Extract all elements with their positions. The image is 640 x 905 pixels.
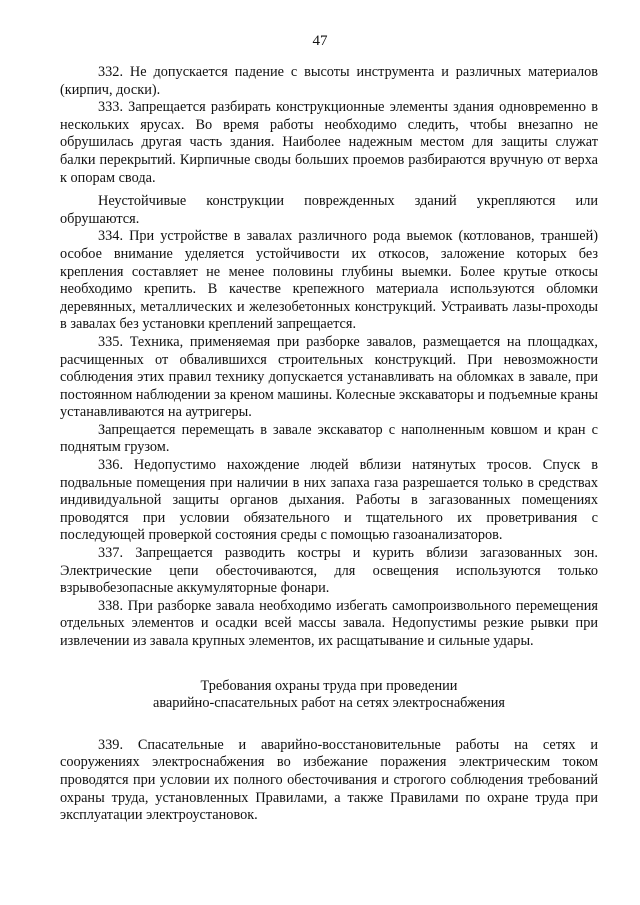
paragraph-337: 337. Запрещается разводить костры и курить вблизи загазованных зон. Электрические цепи обесточиваются, для освещения используются только взрывобезопасные аккумуляторные фонари.: [60, 545, 598, 597]
paragraph-excavator-ban: Запрещается перемещать в завале экскаватор с наполненным ковшом и кран с поднятым грузом.: [60, 421, 598, 456]
paragraph-unstable-structures: Неустойчивые конструкции поврежденных зданий укрепляются или обрушаются.: [60, 193, 598, 227]
paragraph-332: 332. Не допускается падение с высоты инструмента и различных материалов (кирпич, доски).: [60, 64, 598, 98]
section-heading-line-1: Требования охраны труда при проведении: [200, 677, 458, 694]
section-heading: [60, 678, 598, 713]
paragraph-333: 333. Запрещается разбирать конструкционные элементы здания одновременно в нескольких ярусах. Во время работы необходимо следить, чтобы внезапно не обрушилась другая часть здания. Наиболее надежным местом для защиты служат балки перекрытий. Кирпичные своды больших проемов разбираются вручную от верха к опорам свода.: [60, 99, 598, 186]
paragraph-339: 339. Спасательные и аварийно-восстановительные работы на сетях и сооружениях электроснабжения во избежание поражения электрическим током проводятся при условии их полного обесточивания и строгого соблюдения требований охраны труда, установленных Правилами, а также Правилами по охране труда при эксплуатации электроустановок.: [60, 736, 598, 824]
page-number: 47: [312, 33, 328, 49]
document-body: [60, 64, 598, 825]
section-heading-line-2: аварийно-спасательных работ на сетях электроснабжения: [152, 695, 506, 712]
paragraph-335: 335. Техника, применяемая при разборке завалов, размещается на площадках, расчищенных от обвалившихся строительных конструкций. При невозможности соблюдения этих правил технику допускается устанавливать на обломках в завале, при постоянном наблюдении за креном машины. Колесные экскаваторы и подъемные краны устанавливаются на аутригеры.: [60, 333, 598, 421]
paragraph-338: 338. При разборке завала необходимо избегать самопроизвольного перемещения отдельных элементов и осадки всей массы завала. Недопустимы резкие рывки при извлечении из завала крупных элементов, их расщатывание и сильные удары.: [60, 597, 598, 649]
paragraph-334: 334. При устройстве в завалах различного рода выемок (котлованов, траншей) особое внимание уделяется устойчивости их откосов, заложение которых без крепления составляет не менее половины глубины выемки. Более крутые откосы необходимо крепить. В качестве крепежного материала используются обломки деревянных, металлических и железобетонных конструкций. Устраивать лазы-проходы в завалах без установки креплений запрещается.: [60, 228, 598, 333]
paragraph-336: 336. Недопустимо нахождение людей вблизи натянутых тросов. Спуск в подвальные помещения при наличии в них запаха газа разрешается только в средствах индивидуальной защиты органов дыхания. Работы в загазованных помещениях проводятся при условии обязательного и тщательного их проветривания с последующей проверкой состояния среды с помощью газоанализаторов.: [60, 457, 598, 544]
